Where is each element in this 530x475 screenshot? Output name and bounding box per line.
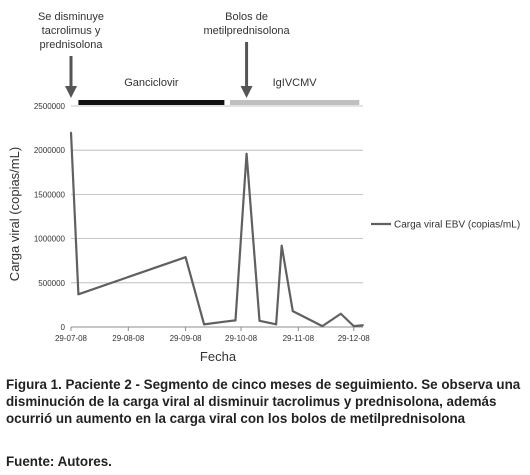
treatment-bar-label: Ganciclovir	[124, 77, 179, 89]
data-point	[77, 293, 79, 295]
treatment-bar	[230, 100, 359, 105]
legend	[371, 220, 520, 231]
x-axis-label: Fecha	[199, 349, 237, 364]
treatment-bars	[78, 77, 359, 105]
series-line	[71, 133, 363, 327]
data-point	[185, 256, 187, 258]
data-point	[321, 325, 323, 327]
x-axis-ticks	[55, 327, 370, 343]
treatment-bar-label: IgIVCMV	[272, 77, 317, 89]
annotation-arrow-head	[65, 86, 77, 98]
annotation-text-line: Bolos de	[225, 11, 268, 23]
data-point	[203, 323, 205, 325]
y-tick-label: 500000	[38, 278, 65, 288]
data-point	[353, 325, 355, 327]
data-point	[235, 319, 237, 321]
x-tick-label: 29-10-08	[225, 334, 258, 343]
figure-source: Fuente: Autores.	[6, 454, 112, 469]
y-axis-label: Carga viral (copias/mL)	[7, 146, 22, 282]
y-tick-label: 2000000	[33, 146, 65, 156]
annotation-text-line: Se disminuye	[37, 11, 105, 23]
treatment-bar	[78, 100, 224, 105]
data-point	[223, 321, 225, 323]
annotation-text-line: prednisolona	[39, 39, 103, 51]
x-tick-label: 29-11-08	[282, 334, 315, 343]
data-point	[340, 313, 342, 315]
x-tick-label: 29-08-08	[112, 334, 145, 343]
data-point	[246, 153, 248, 155]
annotation-text-line: tacrolimus y	[41, 25, 101, 37]
x-tick-label: 29-07-08	[54, 334, 88, 343]
data-point	[70, 132, 72, 134]
series-lines	[70, 132, 364, 327]
data-point	[259, 320, 261, 322]
grid-lines	[71, 106, 363, 283]
x-tick-label: 29-09-08	[169, 334, 202, 343]
y-axis-ticks	[34, 102, 66, 332]
x-tick-label: 29-12-08	[337, 334, 370, 343]
annotation-text-line: metilprednisolona	[203, 25, 290, 37]
y-tick-label: 1500000	[33, 190, 65, 200]
y-tick-label: 1000000	[33, 234, 65, 244]
figure-caption: Figura 1. Paciente 2 - Segmento de cinco meses de seguimiento. Se observa una disminución de la carga viral al disminuir tacrolimus y prednisolona, además ocurrió un aumento en la carga viral con los bolos de metilprednisolona	[6, 377, 521, 426]
legend-label: Carga viral EBV (copias/mL)	[394, 219, 521, 231]
annotation-arrow-head	[241, 86, 253, 98]
data-point	[292, 310, 294, 312]
data-point	[275, 323, 277, 325]
y-tick-label: 0	[60, 323, 65, 332]
data-point	[281, 245, 283, 247]
data-point	[362, 324, 364, 326]
y-tick-label: 2500000	[33, 102, 65, 111]
